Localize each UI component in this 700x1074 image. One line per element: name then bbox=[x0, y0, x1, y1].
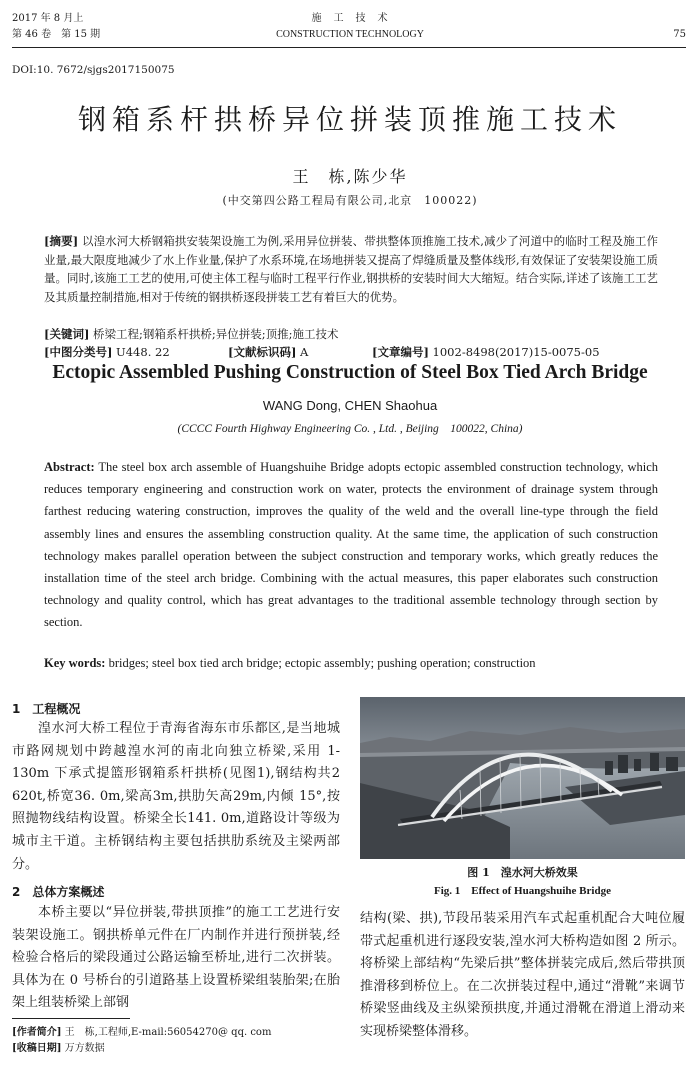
clc-label: [中图分类号] bbox=[44, 345, 113, 359]
section-2-text-continued: 结构(梁、拱),节段吊装采用汽车式起重机配合大吨位履带式起重机进行逐段安装,湟水河大桥构造如图 2 所示。将桥梁上部结构“先梁后拱”整体拼装完成后,然后带拱顶推滑移到桥位上。在二次拼装过程中,通过“滑靴”来调节桥梁竖曲线及主纵梁预拱度,并通过滑靴在滑道上滑动来实现桥梁整体滑移。 bbox=[360, 911, 685, 1039]
authors-en: WANG Dong, CHEN Shaohua bbox=[262, 398, 438, 413]
article-number-label: [文章编号] bbox=[372, 345, 429, 359]
paper-title-cn: 钢箱系杆拱桥异位拼装顶推施工技术 bbox=[77, 103, 622, 136]
header-journal-cn: 施 工 技 术 bbox=[311, 13, 389, 24]
document-code bbox=[228, 343, 368, 362]
header-rule bbox=[12, 47, 686, 48]
received-date-label: [收稿日期] bbox=[12, 1043, 62, 1054]
abstract-en bbox=[44, 456, 658, 634]
authors-cn: 王 栋,陈少华 bbox=[292, 167, 408, 186]
author-bio bbox=[12, 1026, 271, 1040]
article-number-value: 1002-8498(2017)15-0075-05 bbox=[432, 345, 600, 359]
abstract-en-text: The steel box arch assemble of Huangshuihe Bridge adopts ectopic assembled construction technology, which reduces temporary engineering and construction work on water, protects the environment of drainage system through farthest reducing watering construction, improves the quality of the weld and the overall line-type through the field assembly lines and ensures the assembling construction quality. At the same time, the application of such construction technology makes parallel operation between the subject construction and temporary works, which greatly reduces the installation time of the steel arch bridge. Combining with the actual measures, this paper elaborates such construction technology and quality control, which has great advantages to the traditional assemble technology through section by section. bbox=[44, 460, 658, 630]
header-journal-en: CONSTRUCTION TECHNOLOGY bbox=[276, 29, 424, 40]
received-date bbox=[12, 1042, 105, 1056]
keywords-en-text: bridges; steel box tied arch bridge; ectopic assembly; pushing operation; construction bbox=[108, 656, 536, 670]
section-1-text: 湟水河大桥工程位于青海省海东市乐都区,是当地城市路网规划中跨越湟水河的南北向独立桥梁,采用 1-130m 下承式提篮形钢箱系杆拱桥(见图1),钢结构共2 620t,桥宽36. 0m,梁高3m,拱肋矢高29m,内倾 15°,按照抛物线结构设置。桥梁全长141. 0m,道路设计等级为城市主干道。主桥钢结构主要包括拱肋系统及主梁两部分。 bbox=[12, 721, 340, 872]
page-number: 75 bbox=[673, 29, 686, 40]
author-bio-text: 王 栋,工程师,E-mail:56054270@ qq. com bbox=[64, 1027, 272, 1038]
clc-number bbox=[44, 343, 214, 362]
affiliation-en: (CCCC Fourth Highway Engineering Co. , Ltd. , Beijing 100022, China) bbox=[177, 423, 523, 435]
doi: DOI:10. 7672/sjgs2017150075 bbox=[12, 64, 175, 76]
figure-caption-cn: 图 1 湟水河大桥效果 bbox=[467, 866, 578, 879]
bridge-rendering-image bbox=[360, 697, 685, 859]
keywords-cn bbox=[44, 325, 658, 344]
paper-title-en: Ectopic Assembled Pushing Construction of Steel Box Tied Arch Bridge bbox=[52, 362, 648, 383]
figure-caption-en: Fig. 1 Effect of Huangshuihe Bridge bbox=[434, 885, 611, 897]
keywords-cn-text: 桥梁工程;钢箱系杆拱桥;异位拼装;顶推;施工技术 bbox=[93, 327, 339, 341]
abstract-en-label: Abstract: bbox=[44, 460, 95, 474]
document-code-value: A bbox=[300, 345, 309, 359]
abstract-cn-label: [摘要] bbox=[44, 234, 79, 248]
header-issue-date: 2017 年 8 月上 bbox=[12, 13, 84, 24]
affiliation-cn: (中交第四公路工程局有限公司,北京 100022) bbox=[222, 194, 478, 207]
received-date-text: 万方数据 bbox=[64, 1043, 105, 1054]
abstract-cn bbox=[44, 232, 658, 306]
footnote-rule bbox=[12, 1018, 130, 1019]
article-number bbox=[372, 343, 662, 362]
keywords-en bbox=[44, 652, 660, 674]
keywords-cn-label: [关键词] bbox=[44, 327, 90, 341]
section-1-heading: 1 工程概况 bbox=[12, 702, 81, 716]
header-volume-issue: 第 46 卷 第 15 期 bbox=[12, 29, 101, 40]
abstract-cn-text: 以湟水河大桥钢箱拱安装架设施工为例,采用异位拼装、带拱整体顶推施工技术,减少了河道中的临时工程及施工作业量,最大限度地减少了水上作业量,保护了水系环境,在场地拼装又提高了焊缝质量及整体线形,有效保证了安装架设施工质量。同时,该施工工艺的使用,可使主体工程与临时工程平行作业,钢拱桥的安装时间大大缩短。结合实际,详述了该施工工艺及其质量控制措施,相对于传统的钢拱桥逐段拼装工艺有着巨大的优势。 bbox=[44, 234, 658, 304]
document-code-label: [文献标识码] bbox=[228, 345, 297, 359]
author-bio-label: [作者简介] bbox=[12, 1027, 62, 1038]
section-2-heading: 2 总体方案概述 bbox=[12, 885, 105, 899]
keywords-en-label: Key words: bbox=[44, 656, 106, 670]
clc-value: U448. 22 bbox=[116, 345, 170, 359]
section-2-text: 本桥主要以“异位拼装,带拱顶推”的施工工艺进行安装架设施工。钢拱桥单元件在厂内制作并进行预拼装,经检验合格后的梁段通过公路运输至桥址,进行二次拼装。具体为在 0 号桥台的引道路基上设置桥梁组装胎架;在胎架上组装桥梁上部钢 bbox=[12, 905, 340, 1011]
